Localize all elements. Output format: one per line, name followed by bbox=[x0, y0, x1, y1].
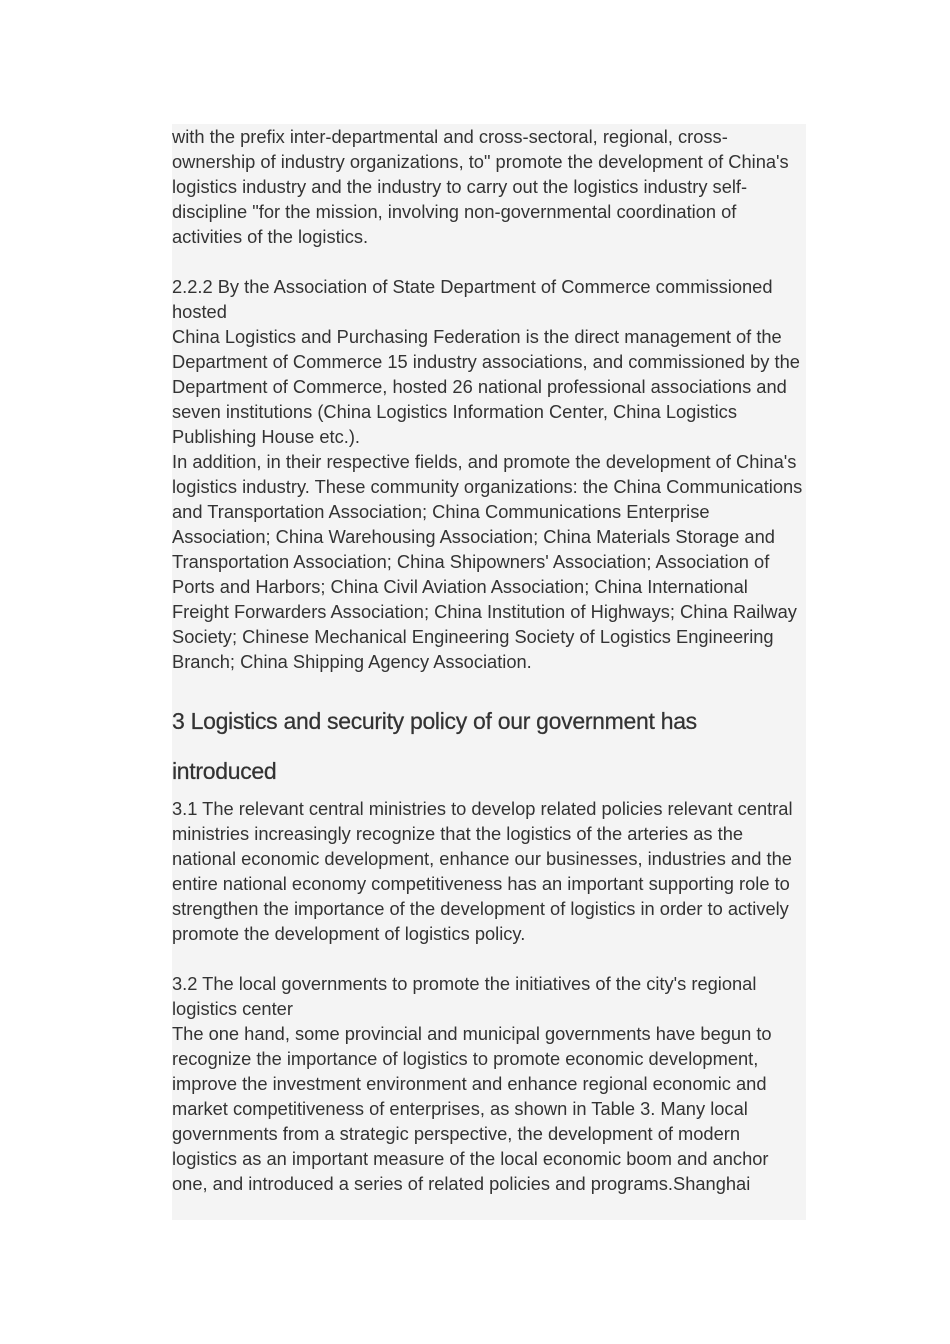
heading-spacer bbox=[172, 674, 806, 696]
paragraph-3-1: 3.1 The relevant central ministries to develop related policies relevant central ministries increasingly recognize that the logistics of the arteries as the national economic development, enhance our businesses, industries and the entire national economy competitiveness has an important supporting role to strengthen the importance of the development of logistics in order to actively promote the development of logistics policy. bbox=[172, 798, 793, 944]
paragraph-local-governments: The one hand, some provincial and municipal governments have begun to recognize the importance of logistics to promote economic development, improve the investment environment and enhance regional economic and market competitiveness of enterprises, as shown in Table 3. Many local governments from a strategic perspective, the development of modern logistics as an important measure of the local economic boom and anchor one, and introduced a series of related policies and programs.Shanghai bbox=[172, 1023, 772, 1194]
paragraph-spacer bbox=[172, 249, 806, 274]
paragraph-federation: China Logistics and Purchasing Federation is the direct management of the Department of Commerce 15 industry associations, and commissioned by the Department of Commerce, hosted 26 national professional associations and seven institutions (China Logistics Information Center, China Logistics Publishing House etc.). bbox=[172, 326, 800, 447]
section-heading-3: 3 Logistics and security policy of our government has introduced bbox=[172, 708, 697, 784]
section-title-3-2: 3.2 The local governments to promote the initiatives of the city's regional logistics center bbox=[172, 973, 757, 1019]
paragraph-spacer bbox=[172, 946, 806, 971]
paragraph-community-organizations: In addition, in their respective fields, and promote the development of China's logistics industry. These community organizations: the China Communications and Transportation Association; China Communications Enterprise Association; China Warehousing Association; China Materials Storage and Transportation Association; China Shipowners' Association; Association of Ports and Harbors; China Civil Aviation Association; China International Freight Forwarders Association; China Institution of Highways; China Railway Society; Chinese Mechanical Engineering Society of Logistics Engineering Branch; China Shipping Agency Association. bbox=[172, 451, 803, 672]
paragraph-logistics-organizations: with the prefix inter-departmental and cross-sectoral, regional, cross-ownership of industry organizations, to" promote the development of China's logistics industry and the industry to carry out the logistics industry self-discipline "for the mission, involving non-governmental coordination of activities of the logistics. bbox=[172, 126, 789, 247]
section-title-2-2-2: 2.2.2 By the Association of State Department of Commerce commissioned hosted bbox=[172, 276, 773, 322]
document-body bbox=[172, 124, 806, 1220]
